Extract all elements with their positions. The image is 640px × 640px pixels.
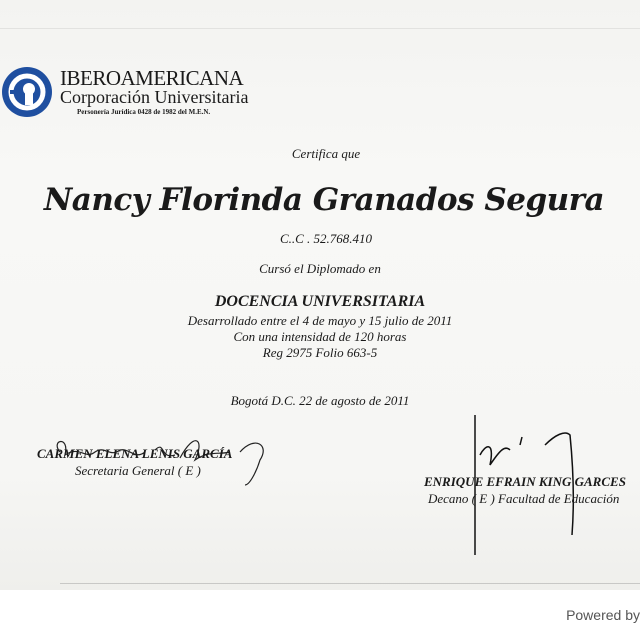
- course-hours: Con una intensidad de 120 horas: [233, 329, 407, 344]
- course-intro: Cursó el Diplomado en: [259, 261, 381, 276]
- course-title: DOCENCIA UNIVERSITARIA: [214, 293, 426, 310]
- recipient-name: Nancy Florinda Granados Segura: [43, 182, 605, 218]
- institution-subtitle: Corporación Universitaria: [60, 87, 249, 107]
- id-number: C..C . 52.768.410: [279, 231, 373, 246]
- course-dates: Desarrollado entre el 4 de mayo y 15 julio de 2011: [187, 313, 453, 328]
- place-date: Bogotá D.C. 22 de agosto de 2011: [230, 393, 410, 408]
- signatory-2-role: Decano ( E ) Facultad de Educación: [428, 491, 620, 506]
- certifies-text: Certifica que: [291, 146, 361, 161]
- signatory-2-name: ENRIQUE EFRAIN KING GARCES: [424, 474, 626, 489]
- registry-number: Reg 2975 Folio 663-5: [262, 345, 378, 360]
- signatory-1-role: Secretaria General ( E ): [75, 463, 201, 478]
- institution-name: IBEROAMERICANA: [60, 66, 244, 90]
- signatory-1-name: CARMEN ELENA LENIS GARCÍA: [37, 446, 233, 461]
- powered-by-label: Powered by: [566, 607, 640, 623]
- iberoamericana-logo-icon: [2, 67, 52, 117]
- institution-legal: Personería Jurídica 0428 de 1982 del M.E.N.: [77, 108, 211, 116]
